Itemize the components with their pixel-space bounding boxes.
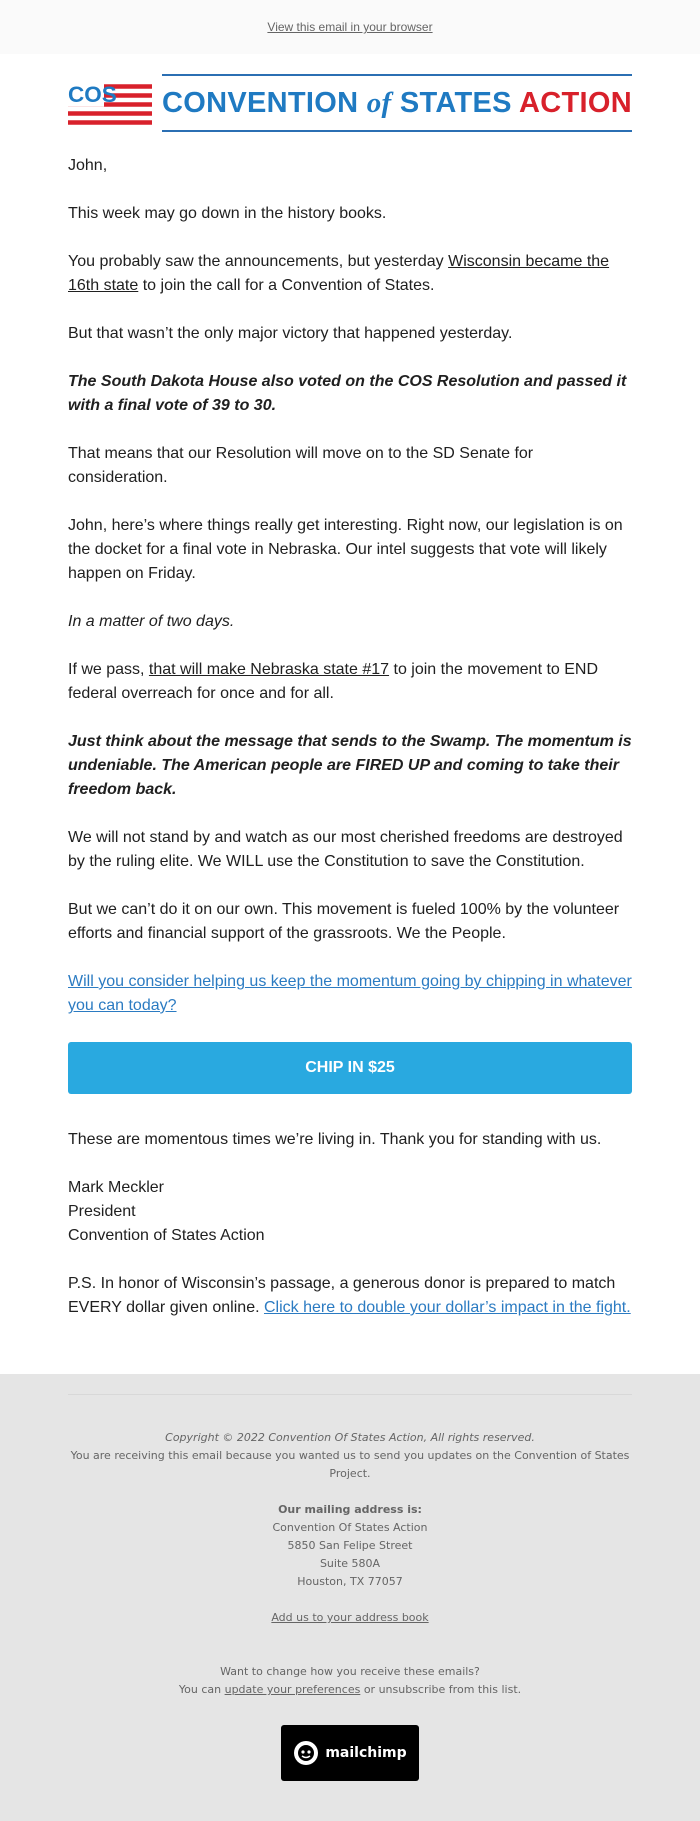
- paragraph-11: But we can’t do it on our own. This movement is fueled 100% by the volunteer efforts and financial support of the grassroots. We the People.: [68, 901, 620, 942]
- paragraph-8: If we pass, that will make Nebraska state #17 to join the movement to END federal overreach for once and for all.: [68, 661, 599, 702]
- footer: [0, 1374, 700, 1821]
- paragraph-9: Just think about the message that sends to the Swamp. The momentum is undeniable. The American people are FIRED UP and coming to take their freedom back.: [68, 733, 632, 798]
- paragraph-4: The South Dakota House also voted on the COS Resolution and passed it with a final vote of 39 to 30.: [68, 373, 627, 414]
- email-body: [0, 54, 700, 1374]
- chip-in-button[interactable]: CHIP IN $25: [68, 1042, 632, 1094]
- copyright: Copyright © 2022 Convention Of States Action, All rights reserved.: [165, 1431, 535, 1444]
- preheader: [0, 0, 700, 54]
- donate-ask-link[interactable]: Will you consider helping us keep the momentum going by chipping in whatever you can today?: [68, 973, 632, 1014]
- signature: [68, 1176, 632, 1248]
- paragraph-10: We will not stand by and watch as our most cherished freedoms are destroyed by the ruling elite. We WILL use the Constitution to save the Constitution.: [68, 829, 623, 870]
- logo-mark-text: COS: [68, 82, 117, 108]
- paragraph-1: This week may go down in the history books.: [68, 205, 387, 222]
- view-in-browser-link[interactable]: View this email in your browser: [267, 20, 433, 34]
- paragraph-3: But that wasn’t the only major victory that happened yesterday.: [68, 325, 513, 342]
- footer-divider: [68, 1394, 632, 1395]
- mailing-address: Our mailing address is: Convention Of States Action 5850 San Felipe Street Suite 580A Houston, TX 77057: [272, 1503, 428, 1588]
- update-preferences-link[interactable]: update your preferences: [224, 1683, 361, 1696]
- paragraph-7: In a matter of two days.: [68, 613, 235, 630]
- paragraph-2: You probably saw the announcements, but yesterday Wisconsin became the 16th state to join the call for a Convention of States.: [68, 253, 610, 294]
- postscript: P.S. In honor of Wisconsin’s passage, a generous donor is prepared to match EVERY dollar given online. Click here to double your dollar’s impact in the fight.: [68, 1275, 631, 1316]
- mailchimp-logo-icon: [293, 1740, 319, 1766]
- signature-name: Mark Meckler: [68, 1179, 165, 1196]
- paragraph-5: That means that our Resolution will move on to the SD Senate for consideration.: [68, 445, 534, 486]
- signature-title: President: [68, 1203, 136, 1220]
- paragraph-6: John, here’s where things really get interesting. Right now, our legislation is on the docket for a final vote in Nebraska. Our intel suggests that vote will likely happen on Friday.: [68, 517, 623, 582]
- nebraska-link[interactable]: that will make Nebraska state #17: [148, 661, 390, 678]
- preferences-text: Want to change how you receive these emails? You can update your preferences or unsubscribe from this list.: [178, 1665, 522, 1696]
- subscription-reason: You are receiving this email because you wanted us to send you updates on the Convention of States Project.: [70, 1449, 630, 1480]
- paragraph-13: These are momentous times we’re living in. Thank you for standing with us.: [68, 1131, 602, 1148]
- address-book-link[interactable]: Add us to your address book: [271, 1611, 429, 1624]
- double-impact-link[interactable]: Click here to double your dollar’s impact in the fight.: [263, 1299, 631, 1316]
- logo-wordmark: CONVENTION of STATES ACTION: [162, 86, 632, 119]
- paragraph-12: [68, 970, 632, 1018]
- cos-flag-mark-icon: [68, 72, 152, 134]
- wisconsin-link[interactable]: Wisconsin became the 16th state: [68, 253, 610, 294]
- signature-org: Convention of States Action: [68, 1227, 265, 1244]
- mailchimp-badge[interactable]: mailchimp: [281, 1725, 419, 1781]
- cos-action-logo: [68, 72, 632, 134]
- greeting: John,: [68, 157, 108, 174]
